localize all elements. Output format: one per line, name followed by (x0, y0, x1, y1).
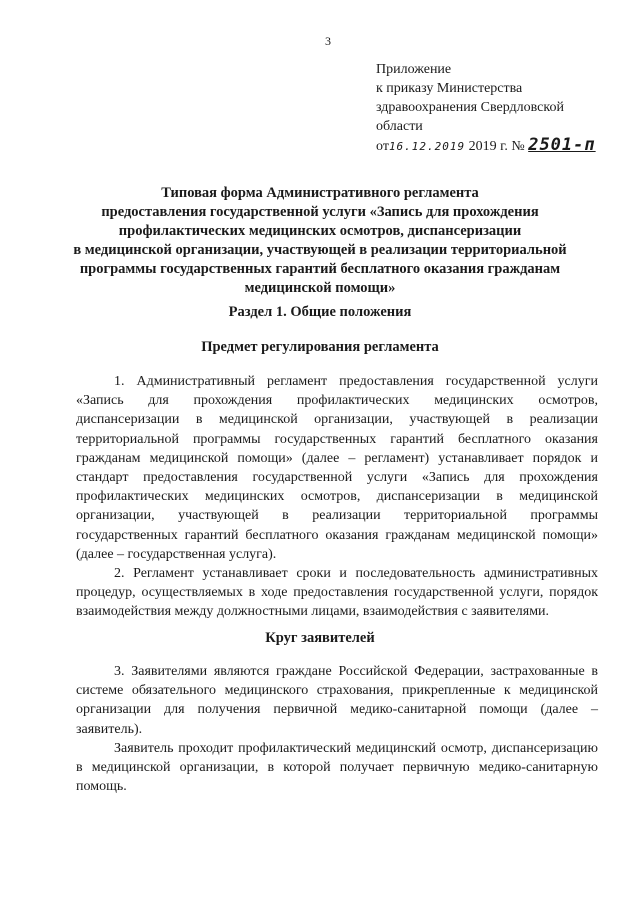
paragraph-4: Заявитель проходит профилактический медицинский осмотр, диспансеризацию в медицинской организации, в которой получает первичную медико-санитарную помощь. (76, 741, 598, 795)
date-prefix: от (376, 139, 389, 154)
page-number: 3 (325, 34, 331, 48)
paragraph-1: 1. Административный регламент предоставления государственной услуги «Запись для прохождения профилактических медицинских осмотров, диспансеризации в медицинской организации, участвующей в реализации территориальной программы государственных гарантий бесплатного оказания гражданам медицинской помощи» (далее – регламент) устанавливает порядок и стандарт предоставления государственной услуги «Запись для прохождения профилактических медицинских осмотров, диспансеризации в медицинской организации, участвующей в реализации территориальной программы государственных гарантий бесплатного оказания гражданам медицинской помощи» (далее – государственная услуга). (76, 374, 598, 562)
date-suffix: 2019 г. № (468, 139, 525, 154)
title-line: в медицинской организации, участвующей в реализации территориальной (73, 242, 567, 258)
title-line: профилактических медицинских осмотров, диспансеризации (118, 223, 522, 239)
section-heading: Раздел 1. Общие положения (228, 304, 412, 320)
appendix-line: здравоохранения Свердловской (376, 100, 564, 115)
appendix-line: к приказу Министерства (376, 81, 523, 96)
appendix-block (376, 60, 626, 156)
paragraph-2: 2. Регламент устанавливает сроки и последовательность административных процедур, осуществляемых в ходе предоставления государственной услуги, порядок взаимодействия между должностными лицами, взаимодействия с заявителями. (76, 566, 598, 620)
title-line: медицинской помощи» (244, 280, 396, 296)
title-line: предоставления государственной услуги «Запись для прохождения (101, 204, 539, 220)
handwritten-order-number: 2501-п (528, 135, 596, 155)
title-line: программы государственных гарантий бесплатного оказания гражданам (79, 261, 561, 277)
appendix-line: Приложение (376, 62, 452, 77)
subsection-heading: Предмет регулирования регламента (201, 339, 439, 355)
paragraph-3: 3. Заявителями являются граждане Российской Федерации, застрахованные в системе обязательного медицинского страхования, прикрепленные к медицинской организации для получения первичной медико-санитарной помощи (далее – заявитель). (76, 664, 598, 737)
applicants-heading: Круг заявителей (265, 630, 375, 646)
title-line: Типовая форма Административного регламента (161, 185, 479, 201)
handwritten-date: 16.12.2019 (388, 140, 466, 153)
document-title (60, 184, 580, 298)
appendix-line: области (376, 119, 423, 134)
appendix-date-line (376, 136, 626, 156)
